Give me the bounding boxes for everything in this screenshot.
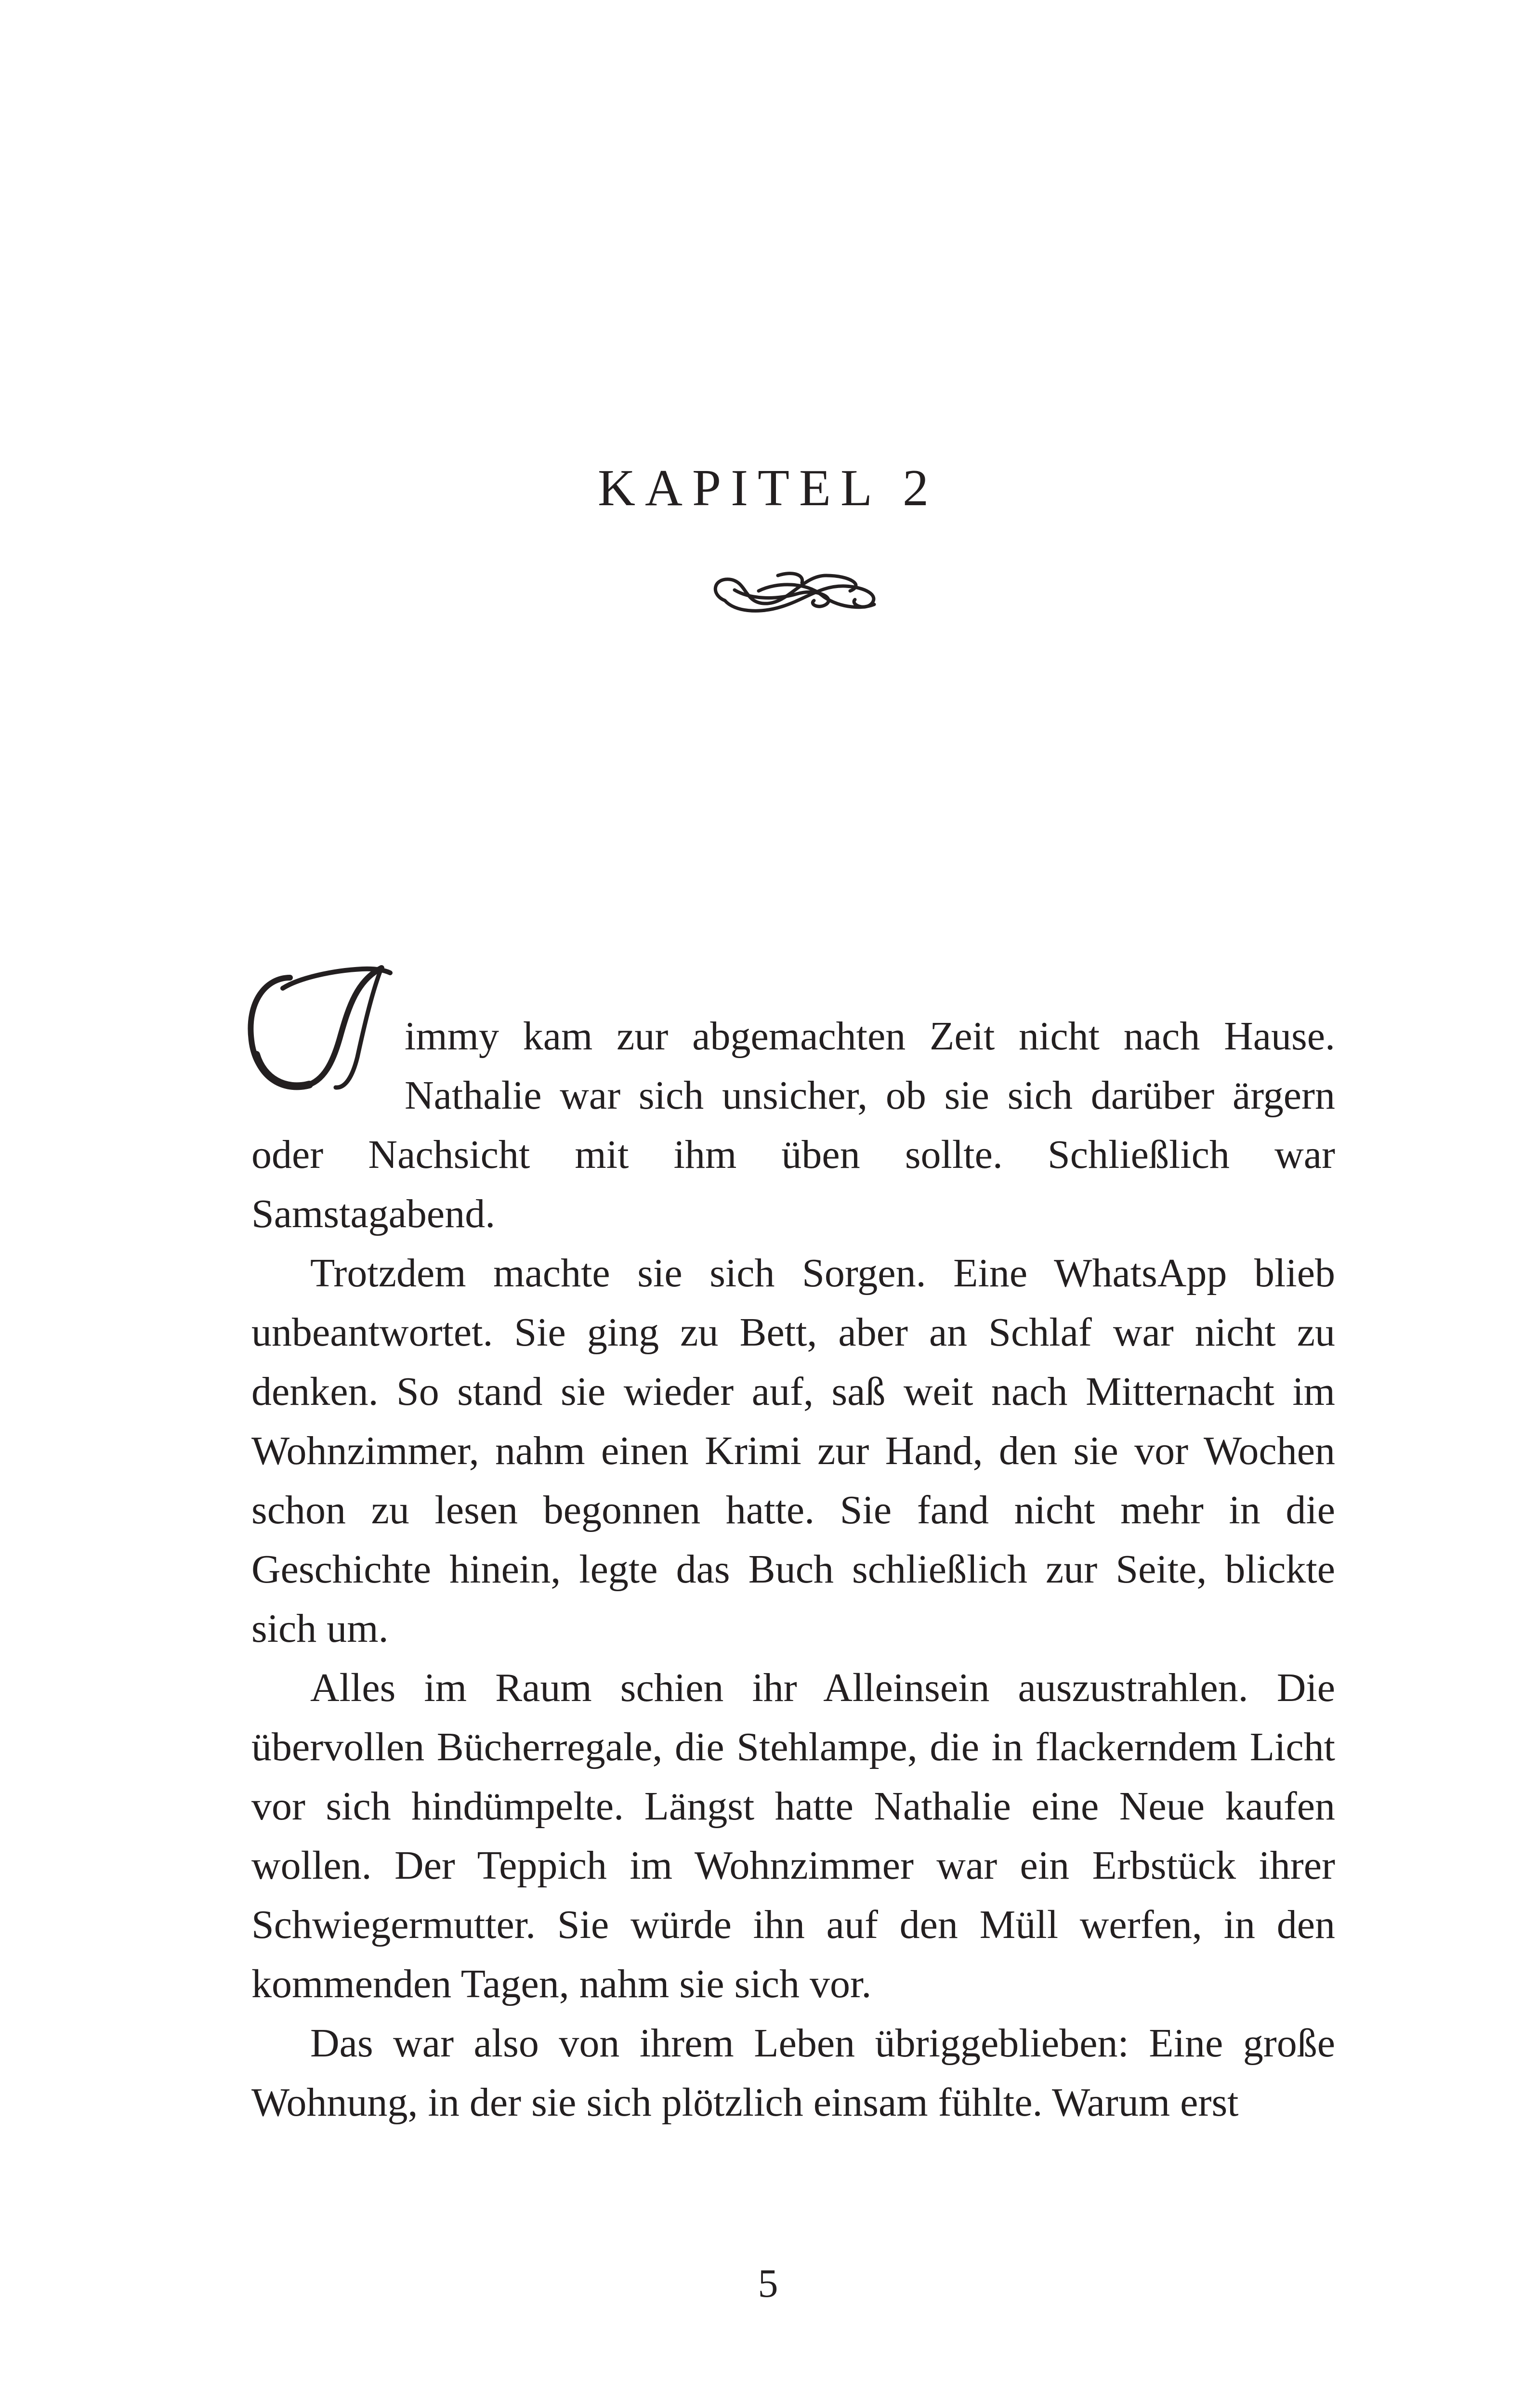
chapter-text: [251, 1007, 1335, 2132]
dropcap-t-icon: [237, 958, 396, 1098]
chapter-title: KAPITEL 2: [598, 459, 938, 517]
paragraph-3: Alles im Raum schien ihr Alleinsein auszustrahlen. Die übervollen Bücherregale, die Stehlampe, die in flackerndem Licht vor sich hindümpelte. Längst hatte Nathalie eine Neue kaufen wollen. Der Teppich im Wohnzimmer war ein Erbstück ihrer Schwiegermutter. Sie würde ihn auf den Müll werfen, in den kommenden Tagen, nahm sie sich vor.: [251, 1665, 1335, 2006]
page-number: 5: [758, 2261, 778, 2306]
paragraph-1: [251, 1007, 1335, 1243]
flourish-ornament-icon: [706, 556, 889, 628]
paragraph-2: Trotzdem machte sie sich Sorgen. Eine WhatsApp blieb unbeantwortet. Sie ging zu Bett, aber an Schlaf war nicht zu denken. So stand sie wieder auf, saß weit nach Mitternacht im Wohnzimmer, nahm einen Krimi zur Hand, den sie vor Wochen schon zu lesen begonnen hatte. Sie fand nicht mehr in die Geschichte hinein, legte das Buch schließlich zur Seite, blickte sich um.: [251, 1251, 1335, 1651]
paragraph-4: Das war also von ihrem Leben übriggeblieben: Eine große Wohnung, in der sie sich plötzlich einsam fühlte. Warum erst: [251, 2021, 1335, 2125]
paragraph-1-text: immy kam zur abgemachten Zeit nicht nach Hause. Nathalie war sich unsicher, ob sie sich darüber ärgern oder Nachsicht mit ihm üben sollte. Schließlich war Samstagabend.: [251, 1014, 1335, 1236]
dropcap-initial: [237, 958, 396, 1098]
